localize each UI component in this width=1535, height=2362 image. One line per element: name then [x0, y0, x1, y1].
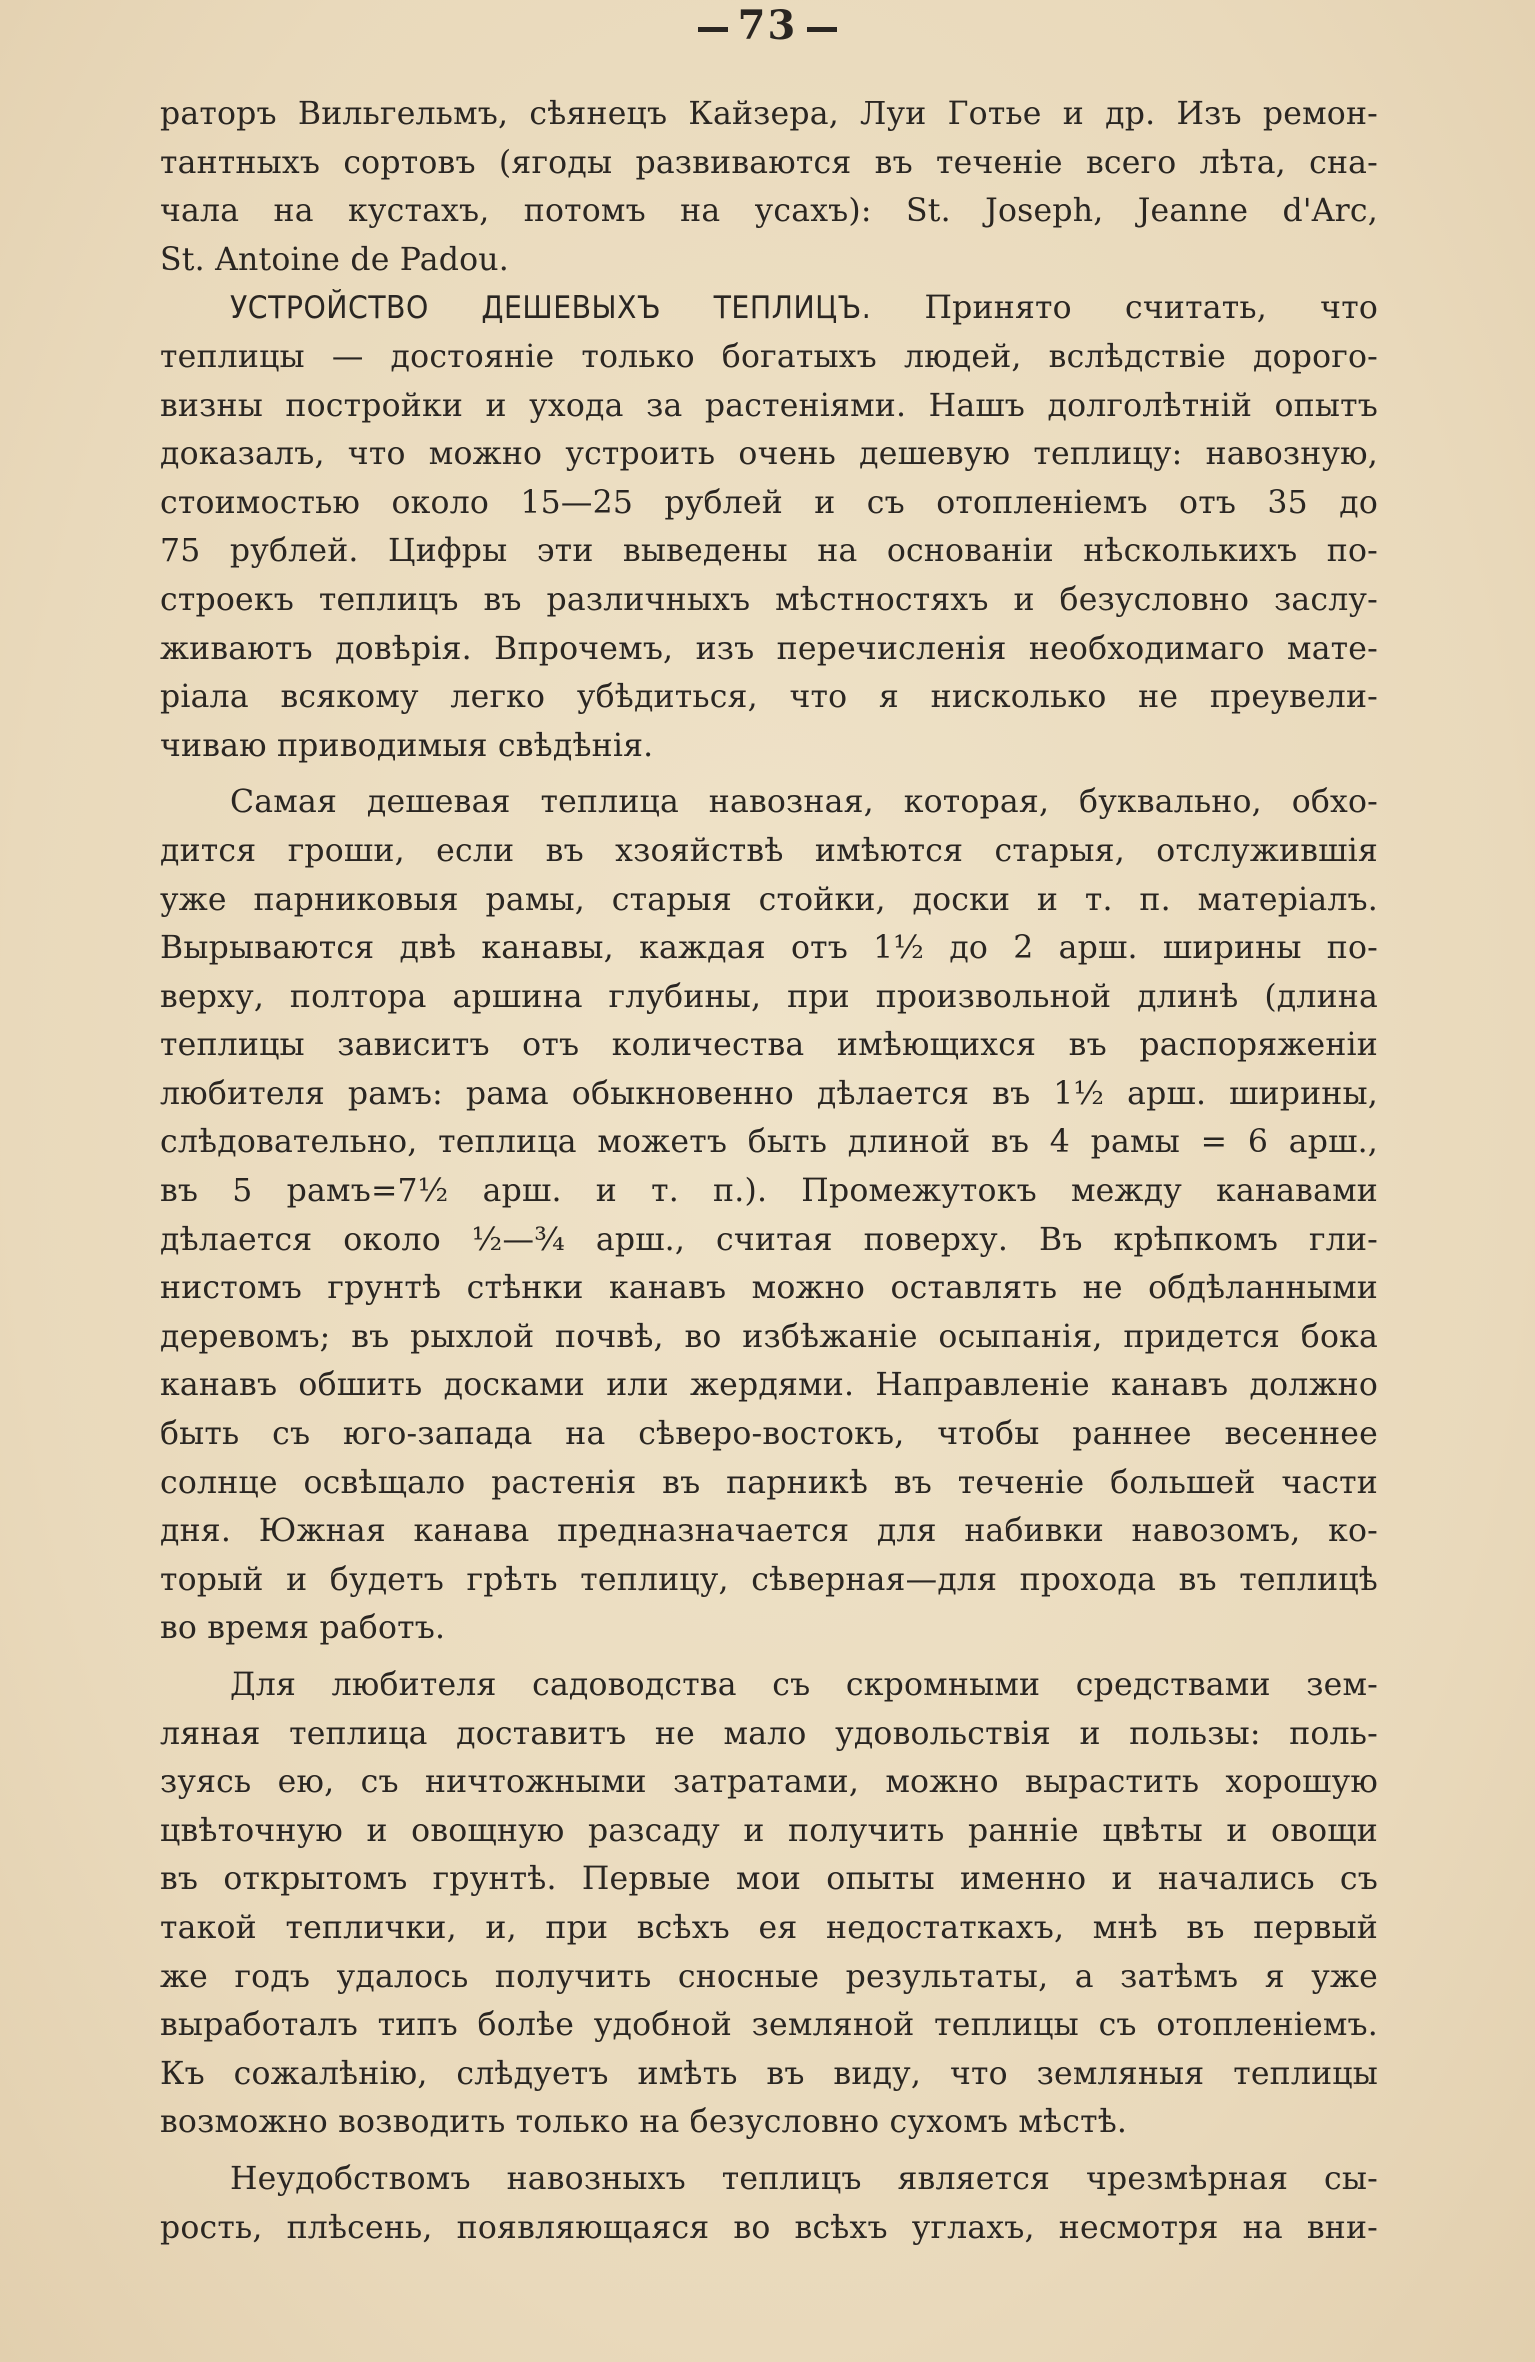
page-number	[0, 2, 1535, 49]
paragraph-strawberry-varieties	[160, 90, 1378, 284]
page-number-text: 73	[737, 2, 798, 49]
text-line: уже парниковыя рамы, старыя стойки, доски и т. п. матеріалъ.	[160, 881, 1378, 918]
text-line: тантныхъ сортовъ (ягоды развиваются въ теченіе всего лѣта, сна-	[160, 144, 1378, 181]
text-line: же годъ удалось получить сносные результаты, а затѣмъ я уже	[160, 1958, 1378, 1995]
text-line: доказалъ, что можно устроить очень дешевую теплицу: навозную,	[160, 436, 1378, 473]
text-line: деревомъ; въ рыхлой почвѣ, во избѣжаніе осыпанія, придется бока	[160, 1318, 1378, 1355]
text-line: въ открытомъ грунтѣ. Первые мои опыты именно и начались съ	[160, 1861, 1378, 1898]
text-line: во время работъ.	[160, 1610, 446, 1647]
text-line: цвѣточную и овощную разсаду и получить ранніе цвѣты и овощи	[160, 1812, 1378, 1849]
paragraph-cheap-greenhouses	[160, 284, 1378, 770]
text-line: Къ сожалѣнію, слѣдуетъ имѣть въ виду, что земляныя теплицы	[160, 2055, 1378, 2092]
text-line: визны постройки и ухода за растеніями. Нашъ долголѣтній опытъ	[160, 387, 1378, 424]
heading-line-rest: Принято считать, что	[924, 290, 1378, 327]
text-line: въ 5 рамъ=7½ арш. и т. п.). Промежутокъ между канавами	[160, 1173, 1378, 1210]
text-line: Для любителя садоводства съ скромными средствами зем-	[230, 1667, 1378, 1703]
text-line: дится гроши, если въ хзояйствѣ имѣются старыя, отслужившія	[160, 832, 1378, 869]
text-line: St. Antoine de Padou.	[160, 241, 509, 278]
text-line: ляная теплица доставитъ не мало удовольствія и пользы: поль-	[160, 1715, 1378, 1752]
text-line: возможно возводить только на безусловно сухомъ мѣстѣ.	[160, 2104, 1128, 2141]
text-line: канавъ обшить досками или жердями. Направленіе канавъ должно	[160, 1367, 1378, 1404]
text-line: быть съ юго-запада на сѣверо-востокъ, чтобы раннее весеннее	[160, 1416, 1378, 1453]
paragraph-earth-greenhouse	[160, 1661, 1378, 2147]
text-line: верху, полтора аршина глубины, при произвольной длинѣ (длина	[160, 978, 1378, 1015]
text-line: нистомъ грунтѣ стѣнки канавъ можно оставлять не обдѣланными	[160, 1270, 1378, 1307]
page-number-dash-right	[807, 27, 837, 32]
text-line: торый и будетъ грѣть теплицу, сѣверная—для прохода въ теплицѣ	[160, 1561, 1378, 1598]
text-line: солнце освѣщало растенія въ парникѣ въ теченіе большей части	[160, 1464, 1378, 1501]
text-line: ріала всякому легко убѣдиться, что я нисколько не преувели-	[160, 679, 1378, 716]
body-text	[160, 90, 1378, 2252]
paragraph-gap	[160, 770, 1378, 778]
text-line: такой теплички, и, при всѣхъ ея недостаткахъ, мнѣ въ первый	[160, 1909, 1378, 1946]
text-line: чиваю приводимыя свѣдѣнія.	[160, 727, 654, 764]
text-line: стоимостью около 15—25 рублей и съ отопленіемъ отъ 35 до	[160, 484, 1378, 521]
text-line: живаютъ довѣрія. Впрочемъ, изъ перечисленія необходимаго мате-	[160, 630, 1378, 667]
text-line: Неудобствомъ навозныхъ теплицъ является чрезмѣрная сы-	[230, 2160, 1378, 2197]
text-line: Самая дешевая теплица навозная, которая, буквально, обхо-	[230, 784, 1378, 821]
text-line: Вырываются двѣ канавы, каждая отъ 1½ до 2 арш. ширины по-	[160, 930, 1378, 967]
paragraph-manure-greenhouse	[160, 778, 1378, 1653]
section-heading: УСТРОЙСТВО ДЕШЕВЫХЪ ТЕПЛИЦЪ.	[230, 290, 872, 327]
paragraph-manure-drawbacks	[160, 2155, 1378, 2252]
text-line: строекъ теплицъ въ различныхъ мѣстностяхъ и безусловно заслу-	[160, 581, 1378, 618]
paragraph-gap	[160, 1653, 1378, 1661]
text-line: дня. Южная канава предназначается для набивки навозомъ, ко-	[160, 1513, 1378, 1550]
paragraph-gap	[160, 2147, 1378, 2155]
text-line: выработалъ типъ болѣе удобной земляной теплицы съ отопленіемъ.	[160, 2007, 1378, 2044]
text-line: 75 рублей. Цифры эти выведены на основаніи нѣсколькихъ по-	[160, 533, 1378, 570]
text-line: дѣлается около ½—¾ арш., считая поверху. Въ крѣпкомъ гли-	[160, 1221, 1378, 1258]
text-line: рость, плѣсень, появляющаяся во всѣхъ углахъ, несмотря на вни-	[160, 2209, 1378, 2246]
text-line: любителя рамъ: рама обыкновенно дѣлается въ 1½ арш. ширины,	[160, 1075, 1378, 1112]
text-line-with-heading	[160, 284, 1378, 333]
text-line: раторъ Вильгельмъ, сѣянецъ Кайзера, Луи Готье и др. Изъ ремон-	[160, 96, 1378, 132]
text-line: зуясь ею, съ ничтожными затратами, можно вырастить хорошую	[160, 1764, 1378, 1801]
text-line: слѣдовательно, теплица можетъ быть длиной въ 4 рамы = 6 арш.,	[160, 1124, 1378, 1161]
text-line: теплицы зависитъ отъ количества имѣющихся въ распоряженіи	[160, 1027, 1378, 1064]
text-line: чала на кустахъ, потомъ на усахъ): St. Joseph, Jeanne d'Arc,	[160, 193, 1378, 230]
text-line: теплицы — достояніе только богатыхъ людей, вслѣдствіе дорого-	[160, 338, 1378, 375]
page-number-dash-left	[698, 27, 728, 32]
